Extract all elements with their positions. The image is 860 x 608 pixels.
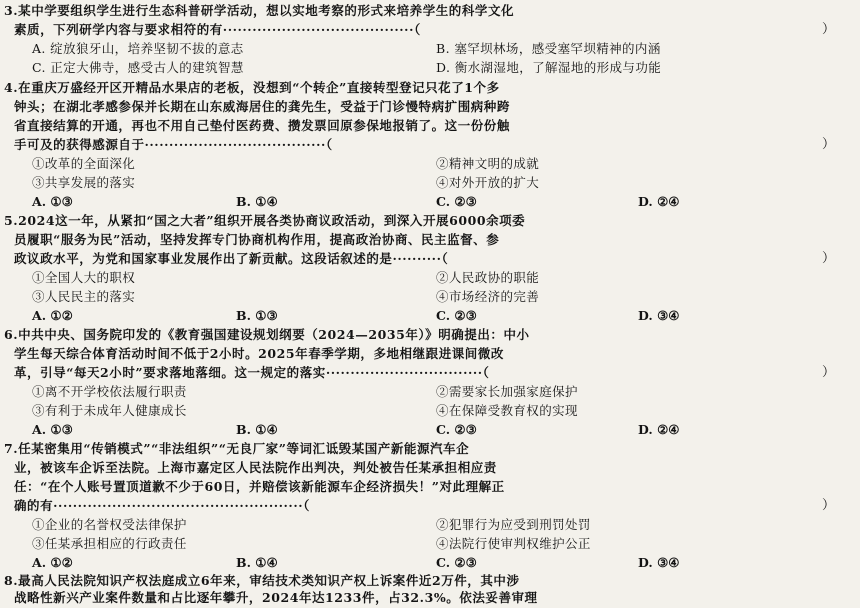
question-4-stem-line-2: 钟头；在湖北孝感参保并长期在山东威海居住的龚先生，受益于门诊慢特病扩围病种跨	[14, 99, 510, 114]
statement-1: ①全国人大的职权	[32, 270, 136, 285]
question-6-stem-line-2: 学生每天综合体育活动时间不低于2小时。2025年春季学期，多地相继跟进课间微改	[14, 346, 504, 361]
question-number: 3.	[4, 3, 19, 18]
question-4-stem-line-1: 4.在重庆万盛经开区开精品水果店的老板，没想到“个转企”直接转型登记只花了1个多	[4, 80, 500, 95]
answer-d: D. ③④	[638, 555, 680, 570]
question-7-stem-line-4: 确的有···················································（	[14, 498, 310, 513]
statement-3: ③人民民主的落实	[32, 289, 136, 304]
question-5-stem-line-2: 员履职“服务为民”活动，坚持发挥专门协商机构作用，提高政治协商、民主监督、参	[14, 232, 500, 247]
answer-a: A. ①③	[32, 422, 73, 437]
statement-2: ②需要家长加强家庭保护	[436, 384, 578, 399]
statement-3: ③共享发展的落实	[32, 175, 136, 190]
answer-blank-close: ）	[822, 251, 836, 266]
question-number: 4.	[4, 80, 19, 95]
statement-2: ②犯罪行为应受到刑罚处罚	[436, 517, 591, 532]
question-8-stem-line-2: 战略性新兴产业案件数量和占比逐年攀升，2024年达1233件，占32.3%。依法妥善审理	[14, 590, 538, 605]
answer-a: A. ①②	[32, 308, 73, 323]
answer-a: A. ①②	[32, 555, 73, 570]
question-number: 8.	[4, 573, 19, 588]
answer-blank-close: ）	[822, 365, 836, 380]
question-number: 7.	[4, 441, 19, 456]
answer-blank-close: ）	[822, 22, 836, 37]
answer-d: D. ②④	[638, 194, 680, 209]
answer-a: A. ①③	[32, 194, 73, 209]
option-b: B. 塞罕坝林场，感受塞罕坝精神的内涵	[436, 41, 661, 56]
question-8-stem-line-1: 8.最高人民法院知识产权法庭成立6年来，审结技术类知识产权上诉案件近2万件，其中涉	[4, 573, 520, 588]
answer-c: C. ②③	[436, 422, 477, 437]
question-5-stem-line-3: 政议政水平，为党和国家事业发展作出了新贡献。这段话叙述的是··········（	[14, 251, 449, 266]
answer-c: C. ②③	[436, 555, 477, 570]
statement-4: ④对外开放的扩大	[436, 175, 540, 190]
statement-2: ②人民政协的职能	[436, 270, 540, 285]
question-5-stem-line-1: 5.2024这一年，从紧扣“国之大者”组织开展各类协商议政活动，到深入开展6000余项委	[4, 213, 526, 228]
question-7-stem-line-2: 业，被该车企诉至法院。上海市嘉定区人民法院作出判决，判处被告任某承担相应责	[14, 460, 497, 475]
answer-b: B. ①④	[236, 194, 278, 209]
question-6-stem-line-3: 革，引导“每天2小时”要求落地落细。这一规定的落实································（	[14, 365, 490, 380]
answer-d: D. ③④	[638, 308, 680, 323]
answer-c: C. ②③	[436, 194, 477, 209]
answer-b: B. ①③	[236, 308, 278, 323]
question-3-stem-line-2: 素质，下列研学内容与要求相符的有·······································（	[14, 22, 421, 37]
statement-1: ①离不开学校依法履行职责	[32, 384, 187, 399]
question-number: 6.	[4, 327, 19, 342]
statement-3: ③有利于未成年人健康成长	[32, 403, 187, 418]
question-6-stem-line-1: 6.中共中央、国务院印发的《教育强国建设规划纲要（2024—2035年）》明确提出：中小	[4, 327, 530, 342]
option-d: D. 衡水湖湿地，了解湿地的形成与功能	[436, 60, 662, 75]
question-7-stem-line-3: 任：“在个人账号置顶道歉不少于60日，并赔偿该新能源车企经济损失！”对此理解正	[14, 479, 505, 494]
question-7-stem-line-1: 7.任某密集用“传销模式”“非法组织”“无良厂家”等词汇诋毁某国产新能源汽车企	[4, 441, 470, 456]
question-4-stem-line-3: 省直接结算的开通，再也不用自己垫付医药费、攒发票回原参保地报销了。这一份份触	[14, 118, 510, 133]
statement-4: ④市场经济的完善	[436, 289, 540, 304]
statement-4: ④法院行使审判权维护公正	[436, 536, 591, 551]
statement-2: ②精神文明的成就	[436, 156, 540, 171]
statement-1: ①改革的全面深化	[32, 156, 136, 171]
option-c: C. 正定大佛寺，感受古人的建筑智慧	[32, 60, 244, 75]
answer-blank-close: ）	[822, 137, 836, 152]
answer-b: B. ①④	[236, 422, 278, 437]
statement-1: ①企业的名誉权受法律保护	[32, 517, 187, 532]
question-4-stem-line-4: 手可及的获得感源自于·····································（	[14, 137, 333, 152]
answer-c: C. ②③	[436, 308, 477, 323]
statement-3: ③任某承担相应的行政责任	[32, 536, 187, 551]
question-number: 5.	[4, 213, 19, 228]
statement-4: ④在保障受教育权的实现	[436, 403, 578, 418]
answer-b: B. ①④	[236, 555, 278, 570]
option-a: A. 绽放狼牙山，培养坚韧不拔的意志	[32, 41, 244, 56]
question-3-stem-line-1: 3.某中学要组织学生进行生态科普研学活动，想以实地考察的形式来培养学生的科学文化	[4, 3, 515, 18]
answer-blank-close: ）	[822, 498, 836, 513]
answer-d: D. ②④	[638, 422, 680, 437]
